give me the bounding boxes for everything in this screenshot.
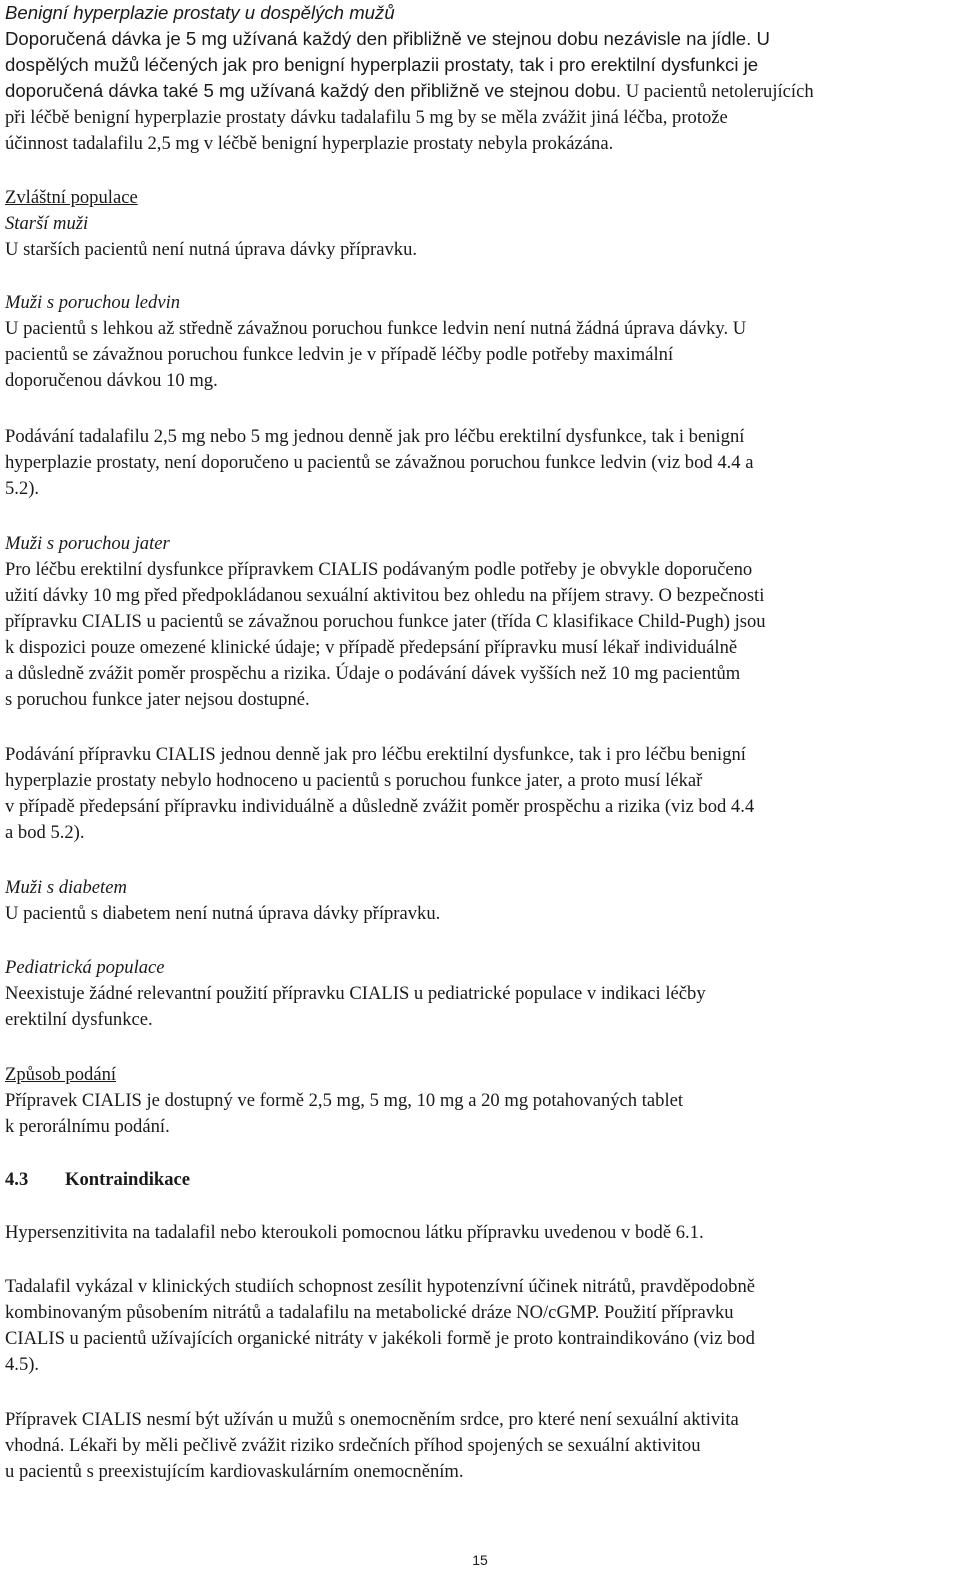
hepatic-text-line: hyperplazie prostaty nebylo hodnoceno u pacientů s poruchou funkce jater, a proto musí lékař — [5, 770, 703, 791]
contraindication-text-line: kombinovaným působením nitrátů a tadalafilu na metabolické dráze NO/cGMP. Použití přípravku — [5, 1302, 734, 1323]
hepatic-text-line: a bod 5.2). — [5, 822, 85, 843]
special-populations-heading: Zvláštní populace — [5, 187, 138, 208]
renal-paragraph-2 — [5, 424, 950, 502]
hepatic-text-line: k dispozici pouze omezené klinické údaje; v případě předepsání přípravku musí lékař individuálně — [5, 637, 738, 658]
pediatric-section — [5, 955, 950, 1033]
hepatic-text-line: s poruchou funkce jater nejsou dostupné. — [5, 689, 310, 710]
contraindication-text-line: u pacientů s preexistujícím kardiovaskulárním onemocněním. — [5, 1461, 464, 1482]
bph-text-line: účinnost tadalafilu 2,5 mg v léčbě benigní hyperplazie prostaty nebyla prokázána. — [5, 133, 614, 154]
elderly-heading: Starší muži — [5, 213, 89, 234]
section-heading-4-3 — [5, 1167, 950, 1193]
special-populations-section — [5, 185, 950, 263]
renal-text-line: hyperplazie prostaty, není doporučeno u pacientů se závažnou poruchou funkce ledvin (viz bod 4.4 a — [5, 452, 754, 473]
contraindication-paragraph-1 — [5, 1220, 950, 1246]
contraindication-text-line: Hypersenzitivita na tadalafil nebo kteroukoli pomocnou látku přípravku uvedenou v bodě 6.1. — [5, 1222, 704, 1243]
hepatic-text-line: přípravku CIALIS u pacientů se závažnou poruchou funkce jater (třída C klasifikace Child-Pugh) jsou — [5, 611, 766, 632]
renal-text-line: pacientů se závažnou poruchou funkce ledvin je v případě léčby podle potřeby maximální — [5, 344, 674, 365]
hepatic-text-line: a důsledně zvážit poměr prospěchu a rizika. Údaje o podávání dávek vyšších než 10 mg pacientům — [5, 663, 741, 684]
hepatic-text-line: užití dávky 10 mg před předpokládanou sexuální aktivitou bez ohledu na příjem stravy. O bezpečnosti — [5, 585, 765, 606]
diabetes-text: U pacientů s diabetem není nutná úprava dávky přípravku. — [5, 903, 441, 924]
section-number: 4.3 — [5, 1169, 29, 1190]
hepatic-text-line: v případě předepsání přípravku individuálně a důsledně zvážit poměr prospěchu a rizika (viz bod 4.4 — [5, 796, 755, 817]
hepatic-heading: Muži s poruchou jater — [5, 533, 170, 554]
elderly-text: U starších pacientů není nutná úprava dávky přípravku. — [5, 239, 418, 260]
administration-heading: Způsob podání — [5, 1064, 117, 1085]
contraindication-text-line: CIALIS u pacientů užívajících organické nitráty v jakékoli formě je proto kontraindikováno (viz bod — [5, 1328, 755, 1349]
renal-heading: Muži s poruchou ledvin — [5, 292, 181, 313]
bph-text-line: doporučená dávka také 5 mg užívaná každý den přibližně ve stejnou dobu. — [5, 80, 622, 101]
section-title: Kontraindikace — [65, 1169, 190, 1190]
bph-section — [5, 0, 950, 157]
pediatric-heading: Pediatrická populace — [5, 957, 165, 978]
bph-text-line: Doporučená dávka je 5 mg užívaná každý den přibližně ve stejnou dobu nezávisle na jídle. U — [5, 28, 770, 49]
contraindication-paragraph-3 — [5, 1407, 950, 1485]
renal-section — [5, 290, 950, 394]
contraindication-paragraph-2 — [5, 1274, 950, 1378]
bph-text-line: U pacientů netolerujících — [621, 81, 814, 102]
contraindication-text-line: 4.5). — [5, 1354, 40, 1375]
renal-text-line: 5.2). — [5, 478, 40, 499]
bph-text-line: při léčbě benigní hyperplazie prostaty dávku tadalafilu 5 mg by se měla zvážit jiná léčba, protože — [5, 107, 728, 128]
hepatic-text-line: Podávání přípravku CIALIS jednou denně jak pro léčbu erektilní dysfunkce, tak i pro léčbu benigní — [5, 744, 746, 765]
administration-text-line: Přípravek CIALIS je dostupný ve formě 2,5 mg, 5 mg, 10 mg a 20 mg potahovaných tablet — [5, 1090, 684, 1111]
pediatric-text-line: erektilní dysfunkce. — [5, 1009, 153, 1030]
contraindication-text-line: Přípravek CIALIS nesmí být užíván u mužů s onemocněním srdce, pro které není sexuální aktivita — [5, 1409, 739, 1430]
bph-heading: Benigní hyperplazie prostaty u dospělých mužů — [5, 2, 395, 23]
hepatic-paragraph-2 — [5, 742, 950, 846]
bph-text-line: dospělých mužů léčených jak pro benigní hyperplazii prostaty, tak i pro erektilní dysfunkci je — [5, 54, 759, 75]
diabetes-heading: Muži s diabetem — [5, 877, 127, 898]
page-number: 15 — [472, 1552, 488, 1568]
hepatic-section — [5, 531, 950, 713]
contraindication-text-line: Tadalafil vykázal v klinických studiích schopnost zesílit hypotenzívní účinek nitrátů, pravděpodobně — [5, 1276, 755, 1297]
diabetes-section — [5, 875, 950, 927]
administration-section — [5, 1062, 950, 1140]
hepatic-text-line: Pro léčbu erektilní dysfunkce přípravkem CIALIS podávaným podle potřeby je obvykle doporučeno — [5, 559, 753, 580]
pediatric-text-line: Neexistuje žádné relevantní použití přípravku CIALIS u pediatrické populace v indikaci léčby — [5, 983, 706, 1004]
renal-text-line: doporučenou dávkou 10 mg. — [5, 370, 218, 391]
administration-text-line: k perorálnímu podání. — [5, 1116, 170, 1137]
renal-text-line: U pacientů s lehkou až středně závažnou poruchou funkce ledvin není nutná žádná úprava dávky. U — [5, 318, 747, 339]
contraindication-text-line: vhodná. Lékaři by měli pečlivě zvážit riziko srdečních příhod spojených se sexuální aktivitou — [5, 1435, 701, 1456]
renal-text-line: Podávání tadalafilu 2,5 mg nebo 5 mg jednou denně jak pro léčbu erektilní dysfunkce, tak i benigní — [5, 426, 745, 447]
